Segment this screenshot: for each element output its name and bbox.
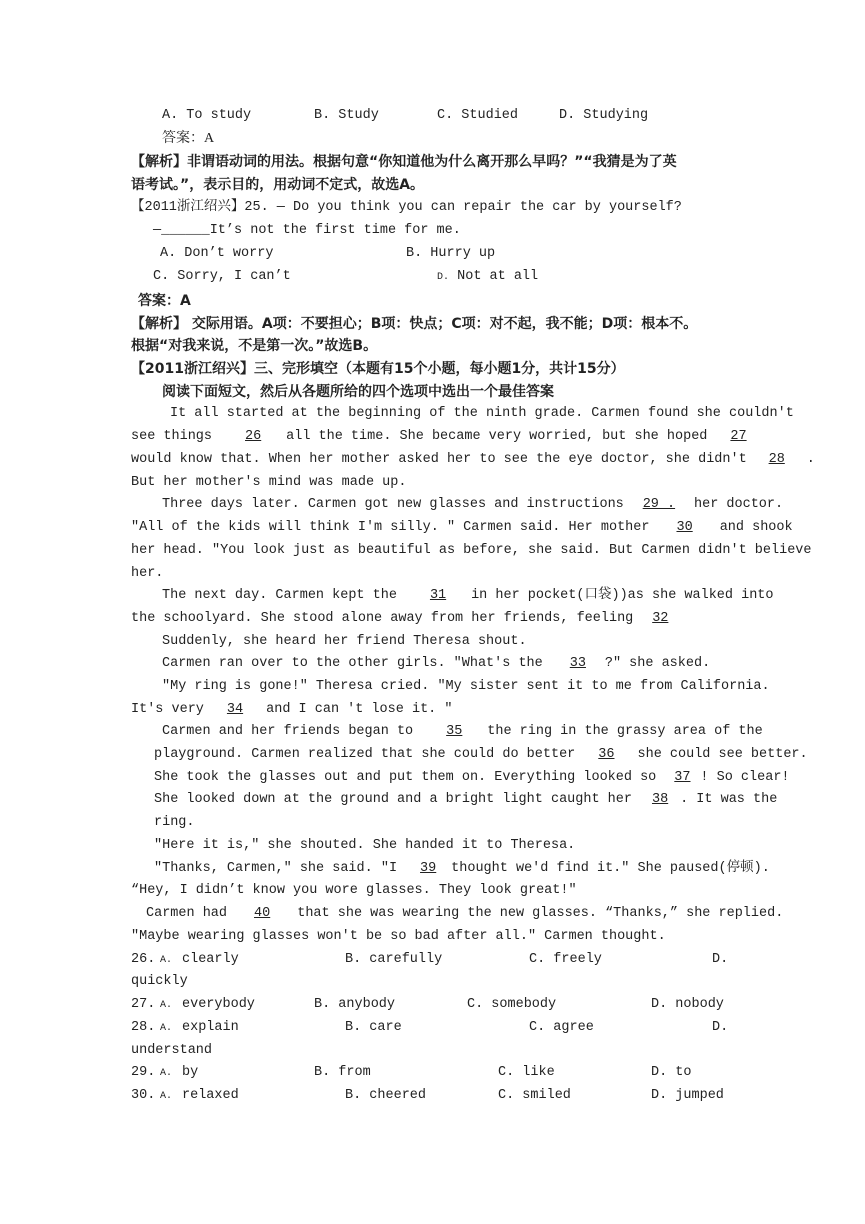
- q25-option-c: C. Sorry, I can’t: [153, 269, 291, 284]
- question-number: 29.: [131, 1065, 156, 1080]
- passage-text: . It was the: [680, 792, 778, 807]
- passage-line: her head. "You look just as beautiful as before, she said. But Carmen didn't believe: [131, 543, 812, 558]
- passage-line: [154, 858, 770, 880]
- q24-analysis-line1: 【解析】非谓语动词的用法。根据句意“你知道他为什么离开那么早吗？”“我猜是为了英: [131, 154, 677, 170]
- option-a-letter: A.: [160, 1023, 173, 1034]
- passage-text: playground. Carmen realized that she could do better: [154, 747, 576, 762]
- passage-text: It's very: [131, 702, 204, 717]
- option-d-wrap: understand: [131, 1043, 213, 1058]
- passage-line: It all started at the beginning of the ninth grade. Carmen found she couldn't: [170, 406, 794, 421]
- q25-analysis-line1: 【解析】 交际用语。A项：不要担心；B项：快点；C项：对不起，我不能；D项：根本不。: [131, 316, 698, 332]
- question-number: 27.: [131, 997, 156, 1012]
- option-c: C. agree: [529, 1020, 594, 1035]
- passage-line: But her mother's mind was made up.: [131, 475, 407, 490]
- option-d-wrap: quickly: [131, 974, 188, 989]
- option-a-letter: A.: [160, 1068, 173, 1079]
- passage-text: Carmen and her friends began to: [162, 724, 414, 739]
- option-a: by: [182, 1065, 199, 1080]
- passage-text: .: [806, 452, 815, 467]
- option-b: B. care: [345, 1020, 402, 1035]
- option-d: D.: [712, 952, 729, 967]
- blank-26: 26: [245, 429, 262, 444]
- passage-text: thought we'd find it." She paused(停顿).: [451, 861, 770, 876]
- passage-text: and shook: [719, 520, 793, 535]
- q25-option-b: B. Hurry up: [406, 246, 496, 261]
- passage-text: ?" she asked.: [604, 656, 711, 671]
- passage-line: [162, 653, 710, 675]
- question-number: 30.: [131, 1088, 156, 1103]
- option-a: clearly: [182, 952, 239, 967]
- section-instruction: 阅读下面短文，然后从各题所给的四个选项中选出一个最佳答案: [162, 384, 554, 400]
- passage-text: She took the glasses out and put them on. Everything looked so: [154, 770, 657, 785]
- q24-options: [162, 105, 762, 127]
- passage-line: [162, 721, 763, 743]
- passage-line: [131, 608, 687, 630]
- passage-line: "Maybe wearing glasses won't be so bad after all." Carmen thought.: [131, 929, 666, 944]
- blank-31: 31: [429, 588, 447, 603]
- q24-analysis-line2: 语考试。”，表示目的，用动词不定式，故选A。: [131, 177, 425, 193]
- section-title: 【2011浙江绍兴】三、完形填空（本题有15个小题，每小题1分，共计15分）: [131, 361, 625, 377]
- passage-line: [131, 449, 815, 471]
- option-a-letter: A.: [160, 1000, 173, 1011]
- passage-line: [154, 767, 790, 789]
- passage-line: her.: [131, 566, 164, 581]
- option-c: C. like: [498, 1065, 555, 1080]
- blank-39: 39: [420, 861, 437, 876]
- q24-option-c: C. Studied: [437, 108, 519, 123]
- option-c: C. freely: [529, 952, 602, 967]
- option-d: D. jumped: [651, 1088, 724, 1103]
- q24-option-b: B. Study: [314, 108, 379, 123]
- option-b: B. cheered: [345, 1088, 427, 1103]
- option-b: B. anybody: [314, 997, 396, 1012]
- q24-option-d: D. Studying: [559, 108, 649, 123]
- blank-32: 32: [652, 611, 669, 626]
- passage-text: Three days later. Carmen got new glasses and instructions: [162, 497, 624, 512]
- passage-text: She looked down at the ground and a bright light caught her: [154, 792, 632, 807]
- blank-37: 37: [674, 770, 691, 785]
- q25-option-d-text: Not at all: [457, 269, 539, 284]
- passage-text: and I can 't lose it. ": [266, 702, 453, 717]
- option-a: explain: [182, 1020, 239, 1035]
- option-d: D.: [712, 1020, 729, 1035]
- passage-line: [131, 517, 793, 539]
- option-d: D. to: [651, 1065, 692, 1080]
- passage-line: [154, 744, 808, 766]
- passage-line: [162, 494, 783, 516]
- passage-line: [131, 699, 452, 721]
- passage-text: would know that. When her mother asked her to see the eye doctor, she didn't: [131, 452, 747, 467]
- q25-stem: 【2011浙江绍兴】25. — Do you think you can repair the car by yourself?: [131, 200, 682, 215]
- passage-line: ring.: [154, 815, 195, 830]
- passage-text: she could see better.: [637, 747, 808, 762]
- passage-text: the ring in the grassy area of the: [487, 724, 763, 739]
- q25-option-d-letter: D.: [437, 272, 450, 283]
- passage-line: “Hey, I didn’t know you wore glasses. They look great!": [131, 883, 577, 898]
- blank-36: 36: [598, 747, 615, 762]
- option-c: C. somebody: [467, 997, 557, 1012]
- question-number: 26.: [131, 952, 156, 967]
- option-c: C. smiled: [498, 1088, 571, 1103]
- q25-answer: 答案：A: [138, 293, 191, 309]
- passage-text: the schoolyard. She stood alone away from her friends, feeling: [131, 611, 634, 626]
- passage-text: in her pocket(口袋))as she walked into: [471, 588, 774, 603]
- option-a-letter: A.: [160, 955, 173, 966]
- q25-analysis-line2: 根据“对我来说，不是第一次。”故选B。: [131, 338, 378, 354]
- passage-text: "Thanks, Carmen," she said. "I: [154, 861, 398, 876]
- blank-40: 40: [254, 906, 271, 921]
- blank-38: 38: [651, 792, 669, 807]
- question-number: 28.: [131, 1020, 156, 1035]
- passage-line: "My ring is gone!" Theresa cried. "My sister sent it to me from California.: [162, 679, 770, 694]
- option-d: D. nobody: [651, 997, 724, 1012]
- passage-text: Carmen had: [146, 906, 228, 921]
- passage-text: The next day. Carmen kept the: [162, 588, 397, 603]
- option-a-letter: A.: [160, 1091, 173, 1102]
- passage-text: her doctor.: [694, 497, 784, 512]
- q25-option-a: A. Don’t worry: [160, 246, 274, 261]
- option-b: B. carefully: [345, 952, 443, 967]
- passage-text: Carmen ran over to the other girls. "What's the: [162, 656, 543, 671]
- blank-35: 35: [446, 724, 463, 739]
- passage-line: [146, 903, 783, 925]
- passage-text: that she was wearing the new glasses. “Thanks,” she replied.: [297, 906, 784, 921]
- passage-line: Suddenly, she heard her friend Theresa shout.: [162, 634, 527, 649]
- blank-29: 29 .: [642, 497, 676, 512]
- option-b: B. from: [314, 1065, 371, 1080]
- option-a: everybody: [182, 997, 255, 1012]
- q25-dialogue-line: —______It’s not the first time for me.: [153, 223, 461, 238]
- blank-34: 34: [226, 702, 244, 717]
- passage-line: "Here it is," she shouted. She handed it to Theresa.: [154, 838, 576, 853]
- passage-text: all the time. She became very worried, but she hoped: [286, 429, 708, 444]
- q25-option-d: [437, 266, 538, 289]
- passage-line: [154, 789, 777, 811]
- option-a: relaxed: [182, 1088, 239, 1103]
- passage-line: [131, 426, 762, 448]
- blank-27: 27: [730, 429, 747, 444]
- passage-line: [162, 585, 774, 607]
- blank-28: 28: [768, 452, 785, 467]
- q24-option-a: A. To study: [162, 108, 252, 123]
- passage-text: "All of the kids will think I'm silly. " Carmen said. Her mother: [131, 520, 650, 535]
- blank-30: 30: [676, 520, 693, 535]
- passage-text: ! So clear!: [700, 770, 790, 785]
- passage-text: see things: [131, 429, 213, 444]
- blank-33: 33: [569, 656, 586, 671]
- q24-answer: 答案：A: [162, 131, 215, 146]
